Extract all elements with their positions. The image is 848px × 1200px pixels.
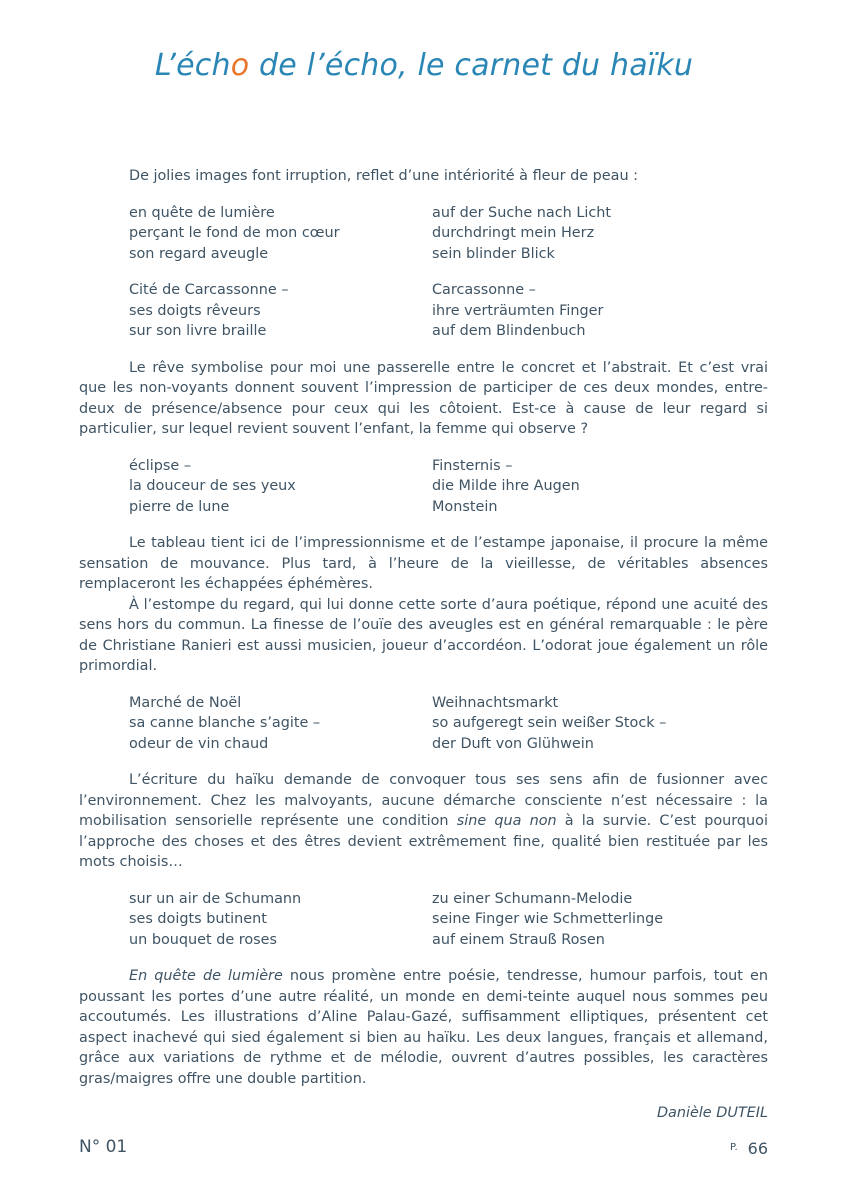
haiku-1	[129, 203, 768, 265]
haiku-line: seine Finger wie Schmetterlinge	[432, 911, 664, 927]
paragraph-4-text-end: à la survie. C’est pourquoi l’approche des choses et des êtres devient extrêmement fine, qualité bien restituée par les mots choisis…	[79, 813, 768, 870]
haiku-line: sur son livre braille	[129, 323, 267, 339]
haiku-5	[129, 889, 768, 951]
haiku-line: odeur de vin chaud	[129, 735, 269, 752]
haiku-line: ihre verträumten Finger	[432, 302, 604, 319]
haiku-line: sein blinder Blick	[432, 245, 555, 262]
haiku-line: der Duft von Glühwein	[432, 735, 594, 752]
haiku-line: sa canne blanche s’agite –	[129, 715, 321, 731]
haiku-2-german	[432, 280, 735, 342]
haiku-line: Marché de Noël	[129, 694, 242, 711]
haiku-4-german	[432, 693, 735, 755]
paragraph-1: Le rêve symbolise pour moi une passerelle entre le concret et l’abstrait. Et c’est vrai que les non-voyants donnent souvent l’impression de participer de ces deux mondes, entre-deux de présence/absence pour ceux qui les côtoient. Est-ce à cause de leur regard si particulier, sur lequel revient souvent l’enfant, la femme qui observe ?	[79, 359, 768, 437]
haiku-3-french	[129, 456, 432, 518]
page-prefix: P.	[729, 1142, 738, 1153]
paragraph-2: Le tableau tient ici de l’impressionnisme et de l’estampe japonaise, il procure la même sensation de mouvance. Plus tard, à l’heure de la vieillesse, de véritables absences remplaceront les échappées éphémères.	[79, 535, 768, 592]
paragraph-4	[79, 770, 768, 873]
haiku-line: Finsternis –	[432, 457, 513, 474]
title-part-1: L’éch	[154, 48, 231, 83]
author-signature: Danièle DUTEIL	[656, 1105, 768, 1121]
intro-paragraph: De jolies images font irruption, reflet d’une intériorité à fleur de peau :	[129, 168, 639, 184]
haiku-line: éclipse –	[129, 457, 192, 474]
paragraph-5	[79, 966, 768, 1089]
haiku-3	[129, 456, 768, 518]
haiku-line: pierre de lune	[129, 498, 230, 515]
haiku-line: son regard aveugle	[129, 245, 269, 262]
haiku-4-french	[129, 693, 432, 755]
book-title-emphasis: En quête de lumière	[129, 968, 283, 984]
haiku-line: perçant le fond de mon cœur	[129, 225, 340, 241]
haiku-line: la douceur de ses yeux	[129, 478, 296, 494]
haiku-line: ses doigts butinent	[129, 911, 267, 927]
title-part-2: de l’écho, le carnet du haïku	[249, 48, 694, 83]
haiku-line: zu einer Schumann-Melodie	[432, 890, 633, 907]
haiku-line: die Milde ihre Augen	[432, 478, 580, 494]
paragraph-4-emphasis: sine qua non	[456, 813, 557, 829]
page-number	[730, 1139, 768, 1158]
haiku-line: Cité de Carcassonne –	[129, 282, 289, 298]
haiku-3-german	[432, 456, 735, 518]
haiku-line: sur un air de Schumann	[129, 890, 302, 907]
haiku-line: auf einem Strauß Rosen	[432, 931, 605, 948]
haiku-2-french	[129, 280, 432, 342]
haiku-4	[129, 693, 768, 755]
haiku-5-french	[129, 889, 432, 951]
haiku-1-french	[129, 203, 432, 265]
haiku-line: auf dem Blindenbuch	[432, 323, 586, 339]
haiku-line: en quête de lumière	[129, 204, 275, 221]
page-title	[0, 48, 848, 83]
paragraph-3: À l’estompe du regard, qui lui donne cette sorte d’aura poétique, répond une acuité des sens hors du commun. La finesse de l’ouïe des aveugles est en général remarquable : le père de Christiane Ranieri est aussi musicien, joueur d’accordéon. L’odorat joue également un rôle primordial.	[79, 596, 768, 674]
haiku-line: auf der Suche nach Licht	[432, 204, 612, 221]
haiku-1-german	[432, 203, 735, 265]
article-body	[79, 166, 768, 1124]
haiku-5-german	[432, 889, 735, 951]
haiku-line: un bouquet de roses	[129, 931, 278, 948]
haiku-line: Carcassonne –	[432, 282, 536, 298]
haiku-line: Monstein	[432, 498, 498, 515]
page-number-value: 66	[747, 1139, 768, 1158]
haiku-line: so aufgeregt sein weißer Stock –	[432, 715, 667, 731]
haiku-line: ses doigts rêveurs	[129, 302, 261, 319]
haiku-2	[129, 280, 768, 342]
title-accent-letter: o	[230, 48, 250, 83]
haiku-line: Weihnachtsmarkt	[432, 694, 559, 711]
paragraph-5-text: nous promène entre poésie, tendresse, humour parfois, tout en poussant les portes d’une autre réalité, un monde en demi-teinte auquel nous sommes peu accoutumés. Les illustrations d’Aline Palau-Gazé, suffisamment elliptiques, présentent cet aspect inachevé qui sied également si bien au haïku. Les deux langues, français et allemand, grâce aux variations de rythme et de mélodie, ouvrent d’autres possibles, les caractères gras/maigres offre une double partition.	[79, 968, 768, 1087]
haiku-line: durchdringt mein Herz	[432, 225, 595, 241]
issue-number: N° 01	[79, 1137, 128, 1157]
paragraph-4-text: L’écriture du haïku demande de convoquer tous ses sens afin de fusionner avec l’environnement. Chez les malvoyants, aucune démarche consciente n’est nécessaire : la mobilisation sensorielle représente une condition	[79, 772, 768, 829]
